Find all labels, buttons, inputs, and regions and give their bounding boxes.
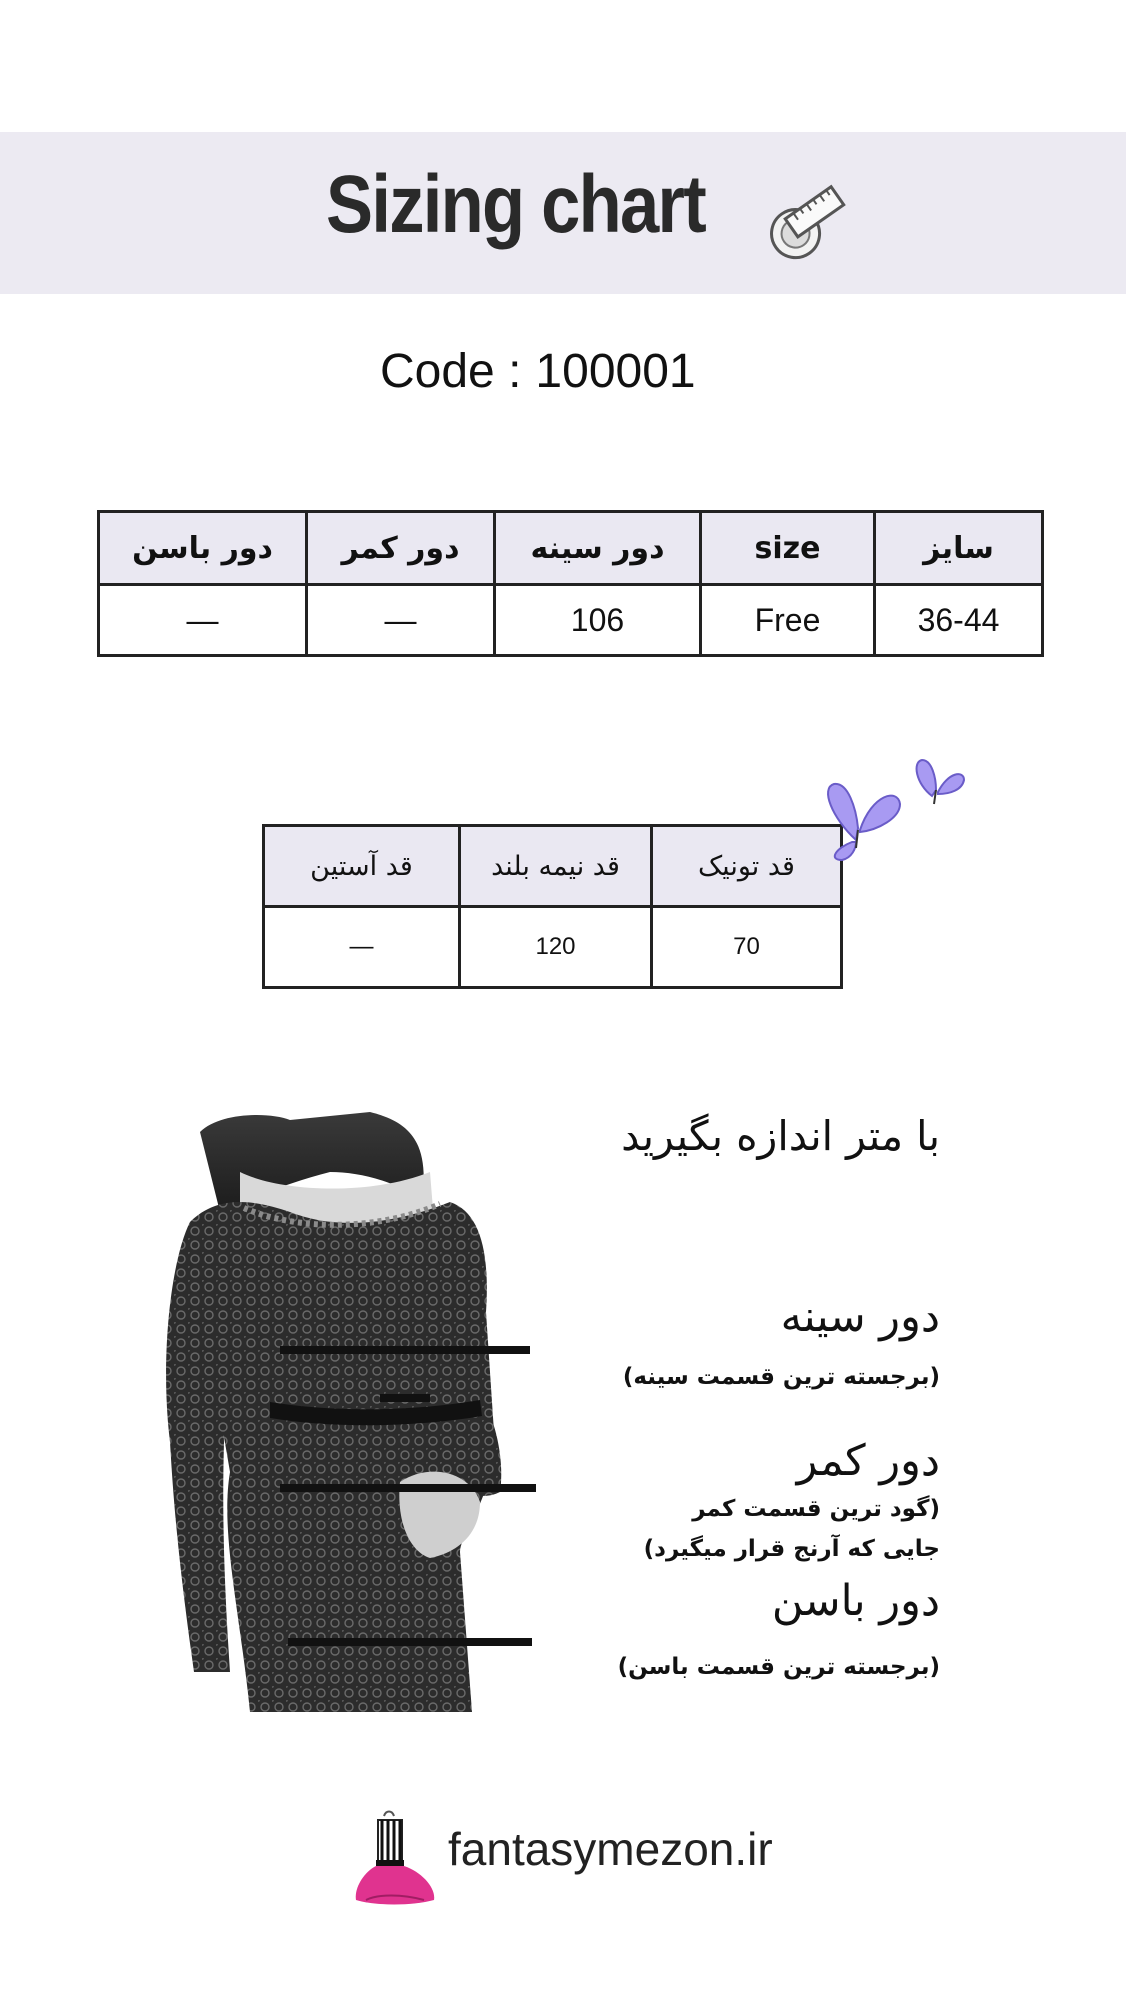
dress-model-image [160,1112,580,1712]
website-link[interactable]: fantasymezon.ir [448,1823,773,1875]
header-hip: دور باسن [99,512,307,585]
length-table [262,824,843,989]
header-tunic-length: قد تونیک [652,826,842,907]
waist-label: دور کمر [796,1436,940,1486]
cell-size-range: 36-44 [875,585,1043,656]
bust-label: دور سینه [780,1292,940,1342]
measure-guide-title: با متر اندازه بگیرید [621,1112,940,1160]
waist-note-1: (گود ترین قسمت کمر [692,1496,940,1522]
hip-note: (برجسته ترین قسمت باسن) [617,1654,940,1680]
header-size-en: size [701,512,875,585]
cell-sleeve-length: — [264,907,460,988]
cell-bust: 106 [495,585,701,656]
page-title: Sizing chart [326,159,706,250]
header-bust: دور سینه [495,512,701,585]
hip-label: دور باسن [771,1576,940,1626]
cell-waist: — [307,585,495,656]
butterfly-icon [812,748,968,866]
length-table-header-row [264,826,842,907]
cell-tunic-length: 70 [652,907,842,988]
bust-note: (برجسته ترین قسمت سینه) [622,1364,940,1390]
waist-note-2: جایی که آرنج قرار میگیرد) [643,1536,940,1562]
code-value: 100001 [535,345,696,398]
code-label: Code : [380,345,522,398]
length-table-row [264,907,842,988]
header-sleeve-length: قد آستین [264,826,460,907]
cell-size-free: Free [701,585,875,656]
cell-midi-length: 120 [460,907,652,988]
measuring-tape-icon [760,172,856,268]
header-size-fa: سایز [875,512,1043,585]
cell-hip: — [99,585,307,656]
size-table-row [99,585,1043,656]
size-table [97,510,1044,657]
header-waist: دور کمر [307,512,495,585]
dress-logo-icon [352,1808,442,1908]
product-code [380,344,696,399]
size-table-header-row [99,512,1043,585]
header-midi-length: قد نیمه بلند [460,826,652,907]
